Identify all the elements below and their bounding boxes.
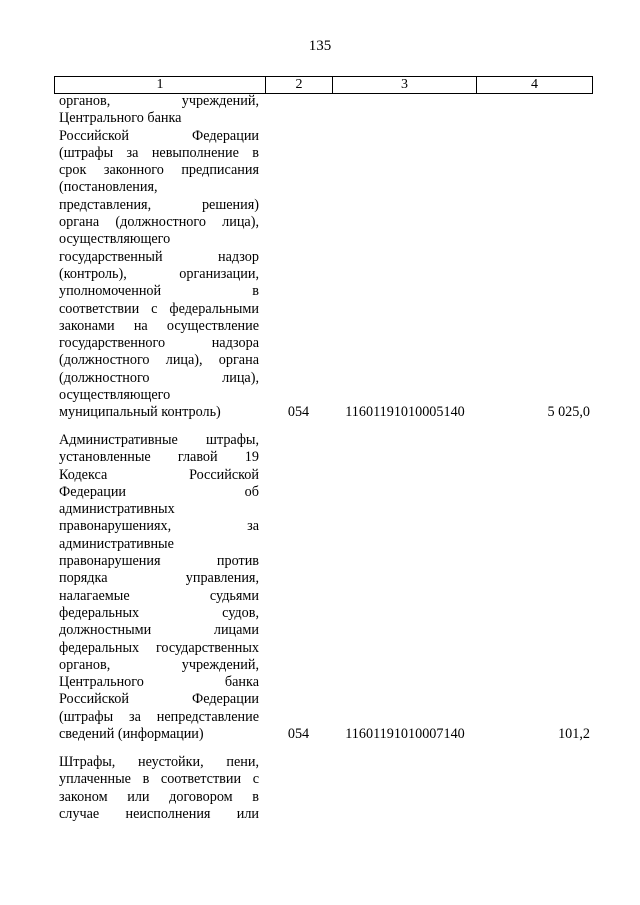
description-line: сведений (информации) xyxy=(59,726,204,743)
row-description xyxy=(59,754,259,823)
description-line: Российской Федерации xyxy=(59,127,259,144)
description-line: случае неисполнения или xyxy=(59,805,259,822)
description-line: Центрального банка xyxy=(59,110,182,127)
description-line: муниципальный контроль) xyxy=(59,404,221,421)
description-line: должностными лицами xyxy=(59,622,259,639)
description-line: Российской Федерации xyxy=(59,691,259,708)
row-kbk: 11601191010005140 xyxy=(345,404,465,420)
description-line: (должностного лица), xyxy=(59,369,259,386)
description-line: государственного надзора xyxy=(59,335,259,352)
description-line: осуществляющего xyxy=(59,387,171,404)
row-kbk: 11601191010007140 xyxy=(345,726,465,742)
description-line: соответствии с федеральными xyxy=(59,300,259,317)
description-line: (контроль), организации, xyxy=(59,265,259,282)
row-description xyxy=(59,93,259,422)
description-line: органа (должностного лица), xyxy=(59,214,259,231)
row-amount: 101,2 xyxy=(558,726,590,742)
header-col-4: 4 xyxy=(477,77,593,94)
description-line: (штрафы за непредставление xyxy=(59,708,259,725)
header-col-3: 3 xyxy=(333,77,477,94)
description-line: Административные штрафы, xyxy=(59,432,259,448)
table-header xyxy=(54,76,593,94)
description-line: федеральных государственных xyxy=(59,639,259,656)
row-amount: 5 025,0 xyxy=(547,404,590,420)
description-line: Штрафы, неустойки, пени, xyxy=(59,754,259,770)
row-code: 054 xyxy=(287,404,310,420)
description-line: правонарушениях, за xyxy=(59,518,259,535)
description-line: Кодекса Российской xyxy=(59,466,259,483)
description-line: (штрафы за невыполнение в xyxy=(59,144,259,161)
description-line: уполномоченной в xyxy=(59,283,259,300)
description-line: срок законного предписания xyxy=(59,162,259,179)
description-line: государственный надзор xyxy=(59,248,259,265)
page-number: 135 xyxy=(308,38,332,54)
description-line: органов, учреждений, xyxy=(59,93,259,109)
description-line: административные xyxy=(59,535,174,552)
description-line: налагаемые судьями xyxy=(59,587,259,604)
row-code: 054 xyxy=(287,726,310,742)
description-line: Федерации об xyxy=(59,483,259,500)
row-description xyxy=(59,432,259,743)
description-line: законами на осуществление xyxy=(59,317,259,334)
header-col-2: 2 xyxy=(266,77,333,94)
header-col-1: 1 xyxy=(55,77,266,94)
description-line: установленные главой 19 xyxy=(59,449,259,466)
description-line: законом или договором в xyxy=(59,788,259,805)
description-line: порядка управления, xyxy=(59,570,259,587)
description-line: (должностного лица), органа xyxy=(59,352,259,369)
description-line: Центрального банка xyxy=(59,674,259,691)
description-line: органов, учреждений, xyxy=(59,656,259,673)
description-line: административных xyxy=(59,501,175,518)
description-line: федеральных судов, xyxy=(59,604,259,621)
description-line: правонарушения против xyxy=(59,553,259,570)
description-line: уплаченные в соответствии с xyxy=(59,771,259,788)
description-line: (постановления, xyxy=(59,179,158,196)
description-line: осуществляющего xyxy=(59,231,171,248)
description-line: представления, решения) xyxy=(59,196,259,213)
